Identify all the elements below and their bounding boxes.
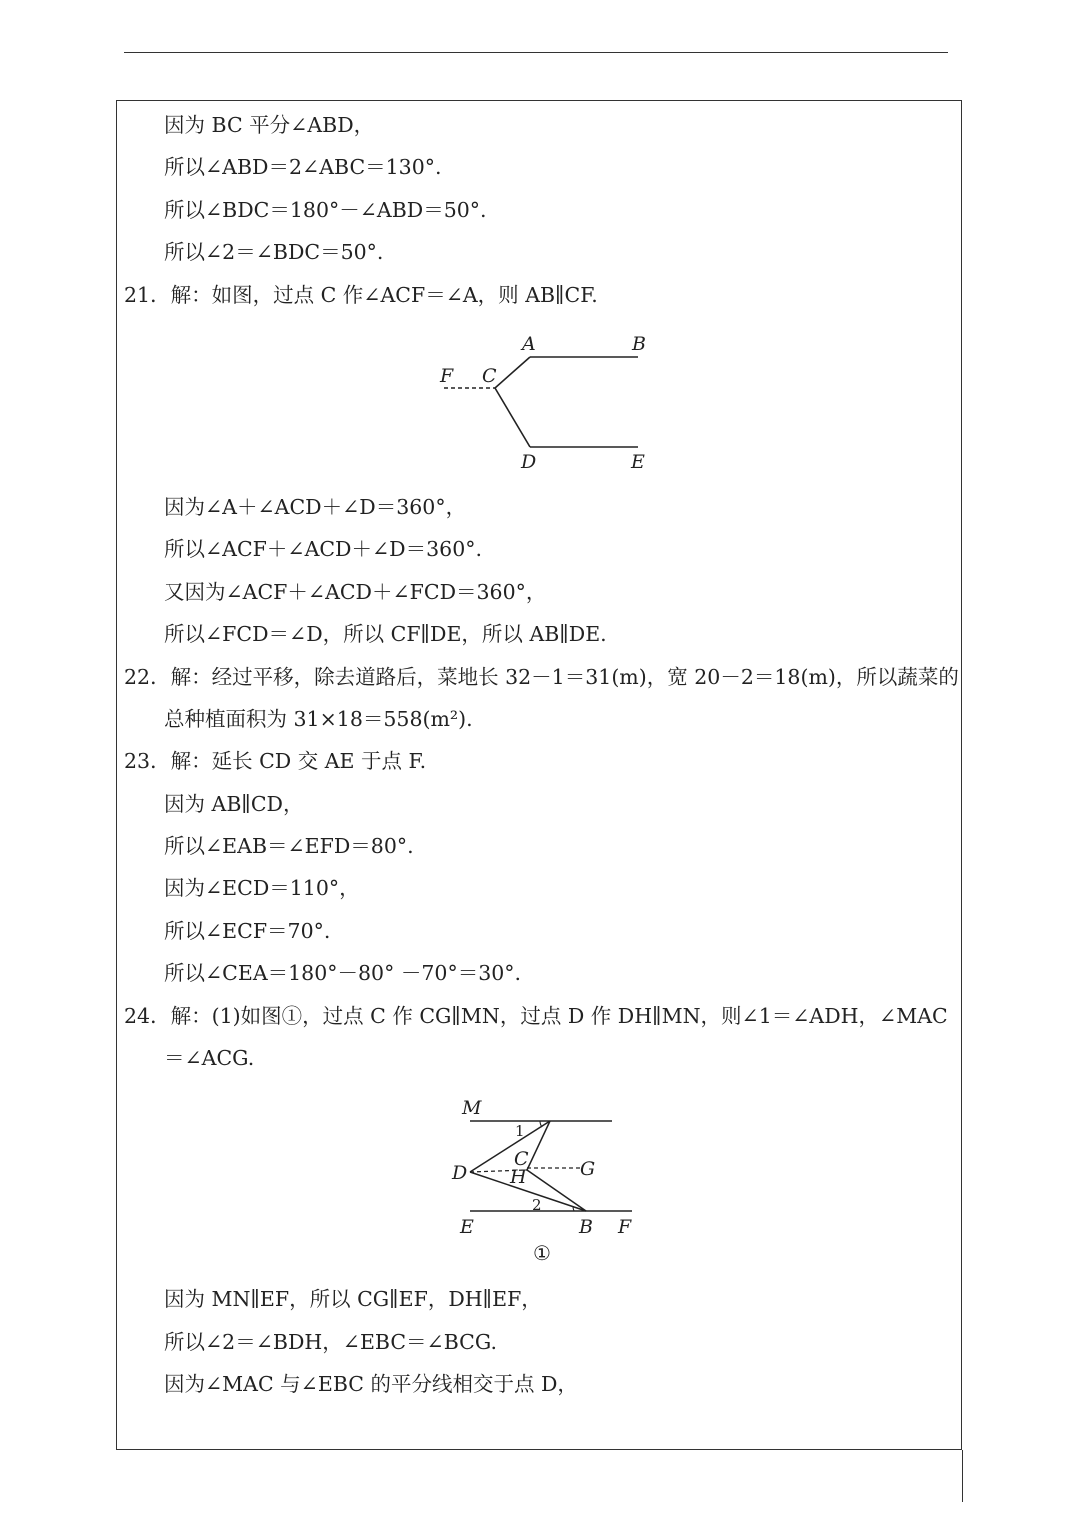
label-g: G <box>580 1158 596 1180</box>
problem-21-heading: 21．解：如图，过点 C 作∠ACF＝∠A，则 AB∥CF. <box>124 283 598 307</box>
figure-24-diagram <box>440 1092 660 1272</box>
text-line: 所以∠BDC＝180°－∠ABD＝50°. <box>164 198 487 222</box>
text-line: 因为 BC 平分∠ABD， <box>164 113 375 137</box>
problem-24-heading: 24．解：(1)如图①，过点 C 作 CG∥MN，过点 D 作 DH∥MN，则∠1＝∠ADH，∠MAC <box>124 1004 948 1028</box>
text-line: 因为 MN∥EF，所以 CG∥EF，DH∥EF， <box>164 1287 542 1311</box>
segment-db <box>470 1172 586 1211</box>
label-h: H <box>510 1166 527 1188</box>
text-line: 所以∠2＝∠BDH，∠EBC＝∠BCG. <box>164 1330 498 1354</box>
problem-22-heading: 22．解：经过平移，除去道路后，菜地长 32－1＝31(m)，宽 20－2＝18(m)，所以蔬菜的 <box>124 665 959 689</box>
text-line: 因为∠ECD＝110°， <box>164 876 360 900</box>
angle-1-arc <box>540 1121 542 1127</box>
text-line: 所以∠ECF＝70°. <box>164 919 331 943</box>
text-line: 因为 AB∥CD， <box>164 792 304 816</box>
text-line: 总种植面积为 31×18＝558(m²). <box>164 707 473 731</box>
label-a: A <box>522 333 536 355</box>
segment-ac <box>495 357 530 388</box>
text-line: 所以∠FCD＝∠D，所以 CF∥DE，所以 AB∥DE. <box>164 622 607 646</box>
label-c: C <box>514 1148 529 1170</box>
figure-21-diagram <box>420 325 660 475</box>
text-line: 所以∠CEA＝180°－80° －70°＝30°. <box>164 961 522 985</box>
label-f: F <box>618 1216 632 1238</box>
label-d: D <box>521 451 537 473</box>
label-f: F <box>440 365 454 387</box>
label-b: B <box>632 333 646 355</box>
label-b: B <box>579 1216 593 1238</box>
label-e: E <box>631 451 645 473</box>
header-rule <box>124 52 948 53</box>
text-line: 因为∠A＋∠ACD＋∠D＝360°， <box>164 495 467 519</box>
label-e: E <box>460 1216 474 1238</box>
segment-cd <box>495 388 530 447</box>
figure-caption: ① <box>533 1241 551 1265</box>
box-edge-line <box>962 1450 963 1502</box>
problem-23-heading: 23．解：延长 CD 交 AE 于点 F. <box>124 749 427 773</box>
text-line: 所以∠EAB＝∠EFD＝80°. <box>164 834 414 858</box>
text-line: 所以∠2＝∠BDC＝50°. <box>164 240 384 264</box>
label-d: D <box>452 1162 468 1184</box>
text-line: ＝∠ACG. <box>164 1046 255 1070</box>
label-c: C <box>482 365 497 387</box>
label-angle-2: 2 <box>532 1196 542 1214</box>
label-m: M <box>462 1097 482 1119</box>
text-line: 又因为∠ACF＋∠ACD＋∠FCD＝360°， <box>164 580 547 604</box>
text-line: 所以∠ACF＋∠ACD＋∠D＝360°. <box>164 537 482 561</box>
label-angle-1: 1 <box>515 1122 525 1140</box>
text-line: 因为∠MAC 与∠EBC 的平分线相交于点 D， <box>164 1372 578 1396</box>
text-line: 所以∠ABD＝2∠ABC＝130°. <box>164 155 442 179</box>
